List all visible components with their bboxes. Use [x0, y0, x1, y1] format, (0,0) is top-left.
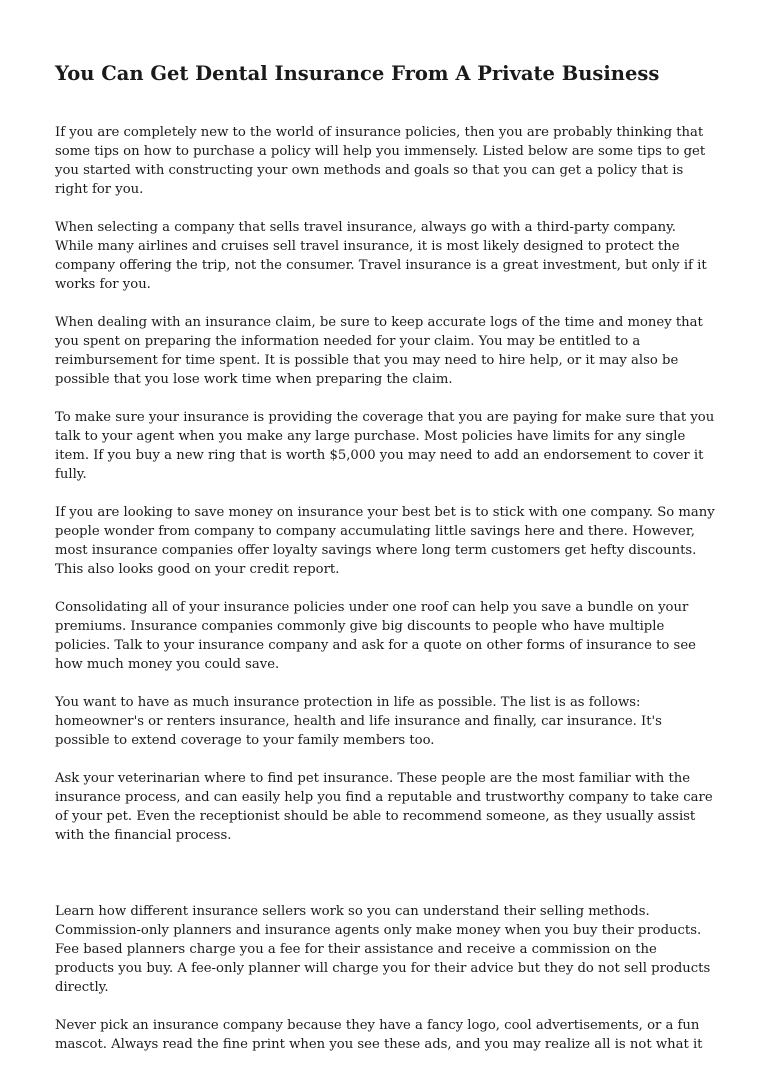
paragraph-10: Never pick an insurance company because they have a fancy logo, cool advertisements, or a fun mascot. Always read the fine print when you see these ads, and you may realize all is not what it: [55, 1018, 703, 1052]
paragraph-2: When selecting a company that sells travel insurance, always go with a third-party company. While many airlines and cruises sell travel insurance, it is most likely designed to protect the company offering the trip, not the consumer. Travel insurance is a great investment, but only if it works for you.: [55, 220, 707, 292]
paragraph-9: Learn how different insurance sellers work so you can understand their selling methods. Commission-only planners and insurance agents only make money when you buy their products. Fee based planners charge you a fee for their assistance and receive a commission on the products you buy. A fee-only planner will charge you for their advice but they do not sell products directly.: [55, 904, 711, 995]
document-title: You Can Get Dental Insurance From A Private Business: [55, 62, 660, 85]
paragraph-8: Ask your veterinarian where to find pet insurance. These people are the most familiar with the insurance process, and can easily help you find a reputable and trustworthy company to take care of your pet. Even the receptionist should be able to recommend someone, as they usually assist with the financial process.: [55, 771, 713, 843]
paragraph-3: When dealing with an insurance claim, be sure to keep accurate logs of the time and money that you spent on preparing the information needed for your claim. You may be entitled to a reimbursement for time spent. It is possible that you may need to hire help, or it may also be possible that you lose work time when preparing the claim.: [55, 315, 703, 387]
blank-gap: [55, 864, 717, 902]
paragraph-7: You want to have as much insurance protection in life as possible. The list is as follows: homeowner's or renters insurance, health and life insurance and finally, car insurance. It's possible to extend coverage to your family members too.: [55, 695, 662, 748]
paragraph-4: To make sure your insurance is providing the coverage that you are paying for make sure that you talk to your agent when you make any large purchase. Most policies have limits for any single item. If you buy a new ring that is worth $5,000 you may need to add an endorsement to cover it fully.: [55, 410, 715, 482]
paragraph-5: If you are looking to save money on insurance your best bet is to stick with one company. So many people wonder from company to company accumulating little savings here and there. However, most insurance companies offer loyalty savings where long term customers get hefty discounts. This also looks good on your credit report.: [55, 505, 715, 577]
paragraph-1: If you are completely new to the world of insurance policies, then you are probably thinking that some tips on how to purchase a policy will help you immensely. Listed below are some tips to get you started with constructing your own methods and goals so that you can get a policy that is right for you.: [55, 125, 706, 197]
paragraph-6: Consolidating all of your insurance policies under one roof can help you save a bundle on your premiums. Insurance companies commonly give big discounts to people who have multiple policies. Talk to your insurance company and ask for a quote on other forms of insurance to see how much money you could save.: [55, 600, 696, 672]
document-page: [55, 62, 717, 1073]
